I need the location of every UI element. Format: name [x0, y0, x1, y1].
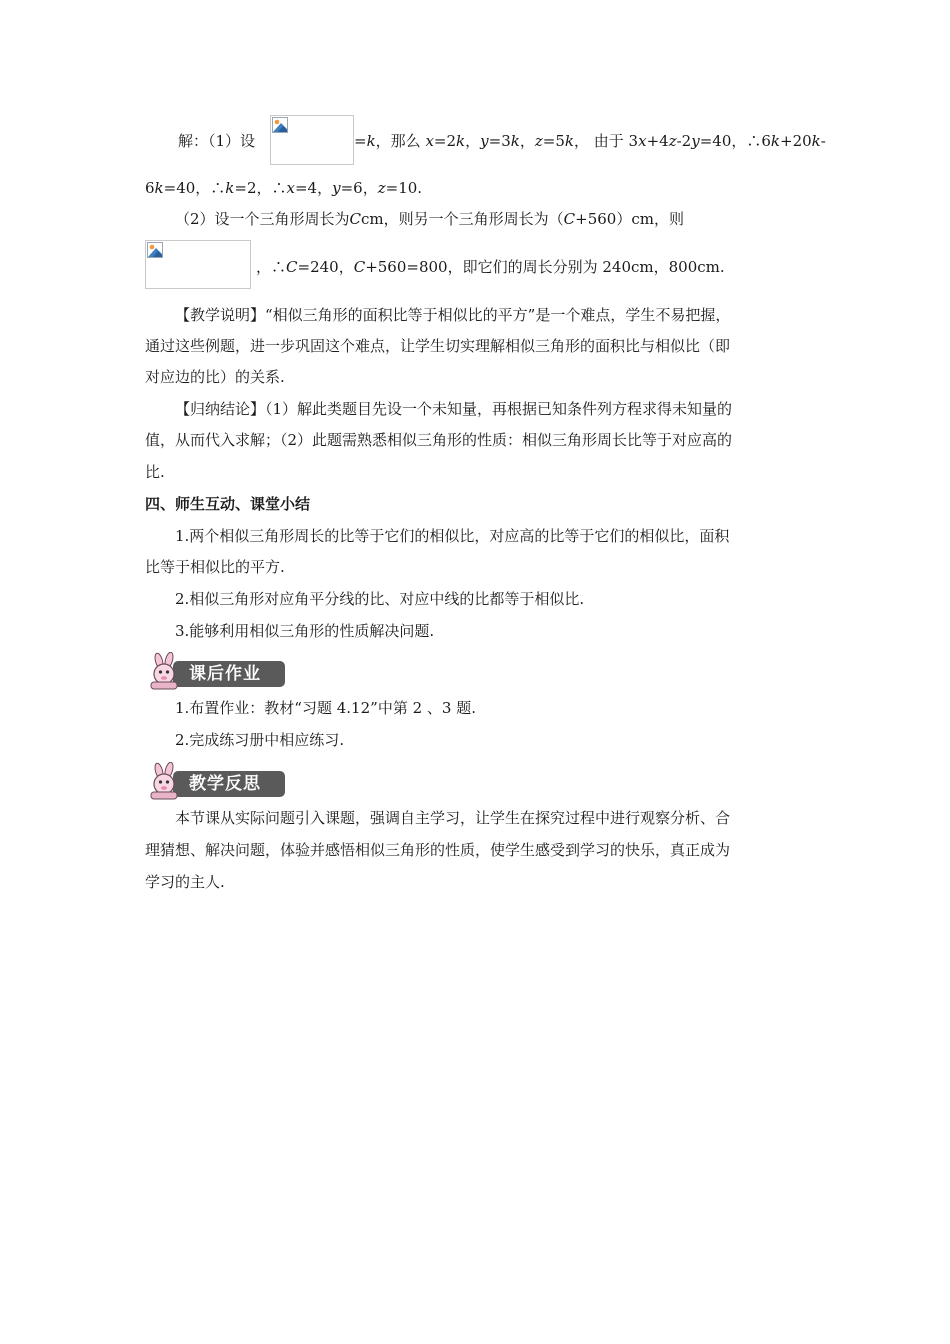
var-c: C — [563, 210, 576, 228]
text: ，那么 — [375, 132, 426, 150]
solution-line-2 — [145, 178, 422, 198]
text: ， — [465, 132, 481, 150]
solution-line-4 — [256, 257, 725, 277]
text: +560=800，即它们的周长分别为 240cm，800cm. — [365, 258, 725, 276]
var-z: z — [377, 179, 386, 197]
summary-item-1-line-1: 1.两个相似三角形周长的比等于它们的相似比，对应高的比等于它们的相似比，面积 — [175, 527, 730, 545]
reflection-line-3: 学习的主人. — [145, 873, 225, 891]
section-heading: 四、师生互动、课堂小结 — [145, 495, 311, 513]
text: （2）设一个三角形周长为 — [175, 210, 350, 228]
text: =4， — [294, 179, 333, 197]
text: =40，∴6 — [699, 132, 771, 150]
text: =240， — [297, 258, 354, 276]
summary-item-3: 3.能够利用相似三角形的性质解决问题. — [175, 622, 435, 640]
text: cm，则另一个三角形周长为（ — [361, 210, 564, 228]
var-k: k — [154, 179, 164, 197]
formula-image-2 — [145, 240, 251, 289]
reflection-line-1: 本节课从实际问题引入课题，强调自主学习，让学生在探究过程中进行观察分析、合 — [175, 809, 731, 827]
text: =3 — [488, 132, 511, 150]
var-c: C — [349, 210, 362, 228]
text: ， 由于 3 — [574, 132, 639, 150]
homework-item-2: 2.完成练习册中相应练习. — [175, 731, 345, 749]
teaching-note-line-2: 通过这些例题，进一步巩固这个难点，让学生切实理解相似三角形的面积比与相似比（即 — [145, 337, 731, 355]
var-k: k — [564, 132, 574, 150]
var-z: z — [668, 132, 677, 150]
conclusion-line-2: 值，从而代入求解；（2）此题需熟悉相似三角形的性质：相似三角形周长比等于对应高的 — [145, 431, 733, 449]
rabbit-mascot-icon — [145, 762, 185, 800]
var-c: C — [286, 258, 298, 276]
teaching-note-line-3: 对应边的比）的关系. — [145, 368, 285, 386]
text: = — [354, 132, 367, 150]
text: +20 — [780, 132, 812, 150]
text: =6， — [340, 179, 378, 197]
conclusion-line-1: 【归纳结论】（1）解此类题目先设一个未知量，再根据已知条件列方程求得未知量的 — [175, 400, 733, 418]
var-k: k — [225, 179, 235, 197]
text: =2 — [433, 132, 457, 150]
var-y: y — [691, 132, 700, 150]
formula-image-1 — [270, 115, 354, 165]
teaching-note-line-1: 【教学说明】“相似三角形的面积比等于相似比的平方”是一个难点，学生不易把握， — [175, 306, 731, 324]
solution-text: 解：（1）设 — [178, 132, 256, 150]
var-y: y — [332, 179, 341, 197]
var-y: y — [480, 132, 489, 150]
var-x: x — [638, 132, 647, 150]
text: =2，∴ — [234, 179, 287, 197]
summary-item-1-line-2: 比等于相似比的平方. — [145, 558, 285, 576]
text: ， — [519, 132, 535, 150]
var-k: k — [366, 132, 376, 150]
solution-line-1-cont — [354, 131, 826, 151]
text: -2 — [676, 132, 692, 150]
var-k: k — [510, 132, 520, 150]
var-k: k — [456, 132, 466, 150]
text: 6 — [145, 179, 155, 197]
rabbit-mascot-icon — [145, 652, 185, 690]
text: ，∴ — [256, 258, 287, 276]
var-x: x — [425, 132, 434, 150]
reflection-line-2: 理猜想、解决问题，体验并感悟相似三角形的性质，使学生感受到学习的快乐，真正成为 — [145, 841, 731, 859]
solution-line-1 — [178, 131, 255, 151]
var-c: C — [353, 258, 366, 276]
broken-image-icon — [272, 117, 288, 133]
text-group — [175, 209, 684, 229]
homework-badge — [145, 652, 287, 690]
broken-image-icon — [147, 242, 163, 258]
var-k: k — [770, 132, 780, 150]
homework-badge-title: 课后作业 — [189, 664, 261, 684]
reflection-badge-title: 教学反思 — [189, 774, 261, 794]
solution-line-3 — [175, 209, 805, 229]
summary-item-2: 2.相似三角形对应角平分线的比、对应中线的比都等于相似比. — [175, 590, 585, 608]
text: =40，∴ — [163, 179, 226, 197]
text: +560）cm，则 — [575, 210, 684, 228]
var-z: z — [534, 132, 543, 150]
reflection-badge — [145, 762, 287, 800]
text: =5 — [542, 132, 565, 150]
var-k: k — [811, 132, 821, 150]
text: =10. — [385, 179, 423, 197]
homework-item-1: 1.布置作业：教材“习题 4.12”中第 2 、3 题. — [175, 699, 476, 717]
var-x: x — [286, 179, 295, 197]
conclusion-line-3: 比. — [145, 463, 165, 481]
text: +4 — [646, 132, 669, 150]
text: - — [820, 132, 826, 150]
